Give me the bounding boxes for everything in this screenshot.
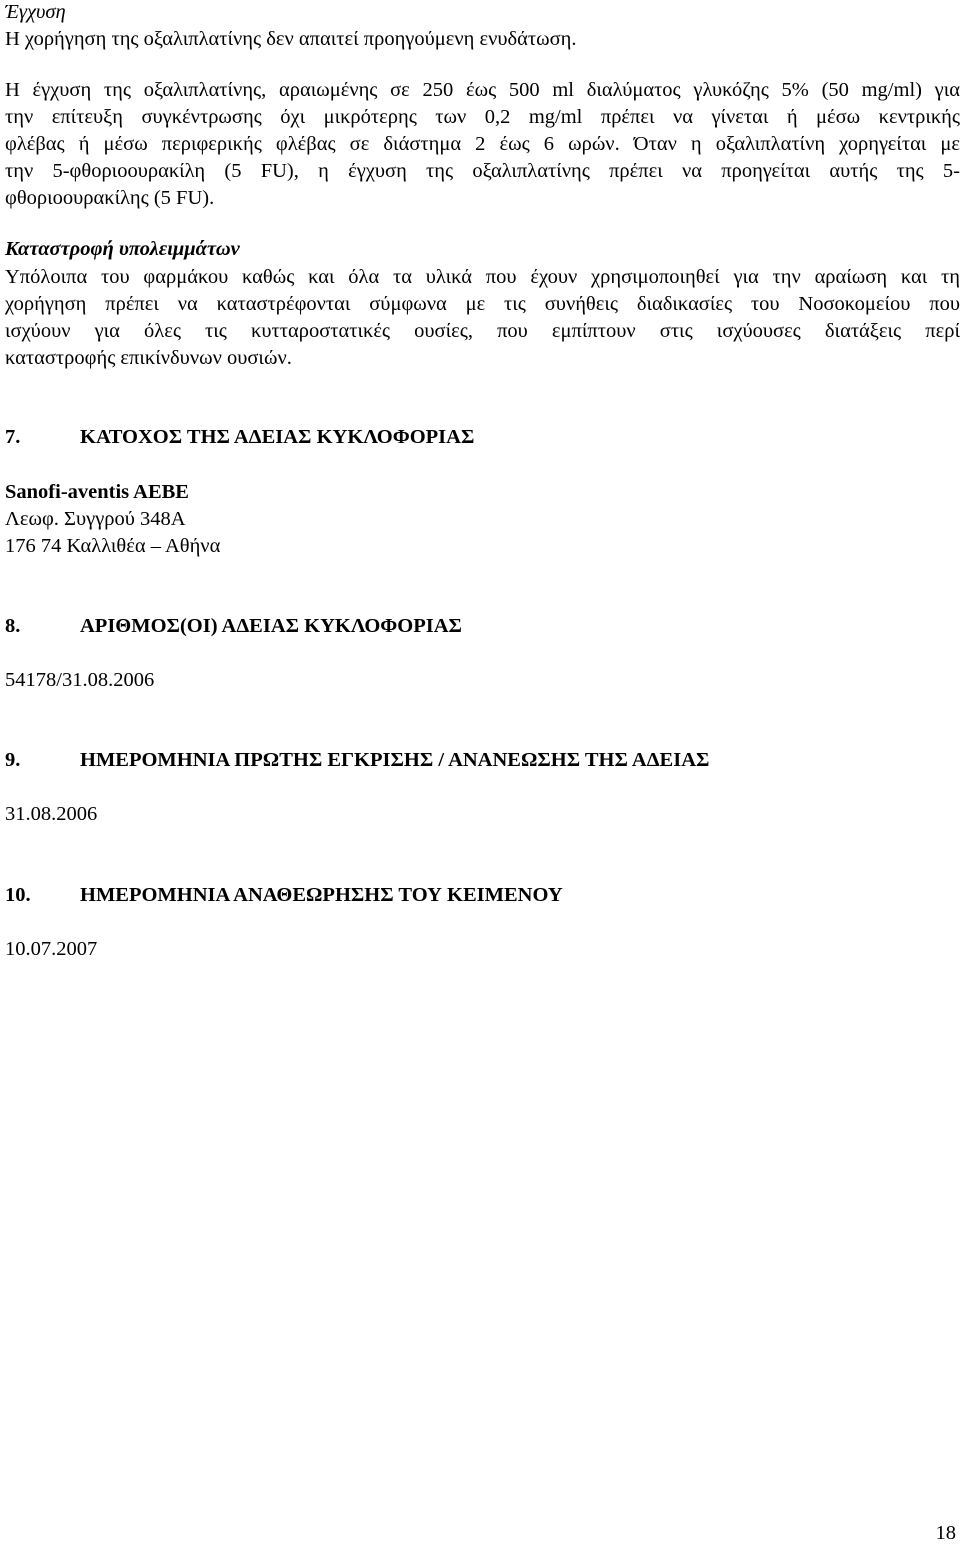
hydration-note: Η χορήγηση της οξαλιπλατίνης δεν απαιτεί προηγούμενη ενυδάτωση.: [5, 28, 577, 50]
first-authorisation-date: 31.08.2006: [5, 803, 98, 825]
section-number: 7.: [5, 426, 21, 448]
paragraph-line: καταστροφής επικίνδυνων ουσιών.: [5, 347, 292, 369]
section-marketing-holder: [5, 424, 960, 451]
section-title: ΗΜΕΡΟΜΗΝΙΑ ΑΝΑΘΕΩΡΗΣΗΣ ΤΟΥ ΚΕΙΜΕΝΟΥ: [80, 884, 563, 906]
section-heading: [5, 882, 960, 909]
section-title: ΚΑΤΟΧΟΣ ΤΗΣ ΑΔΕΙΑΣ ΚΥΚΛΟΦΟΡΙΑΣ: [80, 426, 475, 448]
paragraph-line: φθοριοουρακίλης (5 FU).: [5, 187, 215, 209]
company-name: Sanofi-aventis AEBE: [5, 481, 189, 503]
section-title: ΗΜΕΡΟΜΗΝΙΑ ΠΡΩΤΗΣ ΕΓΚΡΙΣΗΣ / ΑΝΑΝΕΩΣΗΣ ΤΗΣ ΑΔΕΙΑΣ: [80, 749, 710, 771]
paragraph-line: Υπόλοιπα του φαρμάκου καθώς και όλα τα υλικά που έχουν χρησιμοποιηθεί για την αραίωση και τη: [5, 266, 960, 288]
infusion-paragraph: [5, 77, 960, 212]
city-address: 176 74 Καλλιθέα – Αθήνα: [5, 535, 221, 557]
revision-date-block: [5, 936, 960, 963]
holder-address: [5, 479, 960, 560]
first-authorisation-date-block: [5, 801, 960, 828]
paragraph-line: χορήγηση πρέπει να καταστρέφονται σύμφωνα με τις συνήθεις διαδικασίες του Νοσοκομείου που: [5, 293, 960, 315]
revision-date: 10.07.2007: [5, 938, 98, 960]
section-title: ΑΡΙΘΜΟΣ(ΟΙ) ΑΔΕΙΑΣ ΚΥΚΛΟΦΟΡΙΑΣ: [80, 615, 462, 637]
section-first-authorisation-date: [5, 747, 960, 774]
section-heading: [5, 424, 960, 451]
disposal-paragraph: [5, 264, 960, 372]
section-number: 9.: [5, 749, 21, 771]
section-heading: [5, 747, 960, 774]
paragraph-line: φλέβας ή μέσω περιφερικής φλέβας σε διάστημα 2 έως 6 ωρών. Όταν η οξαλιπλατίνη χορηγείται με: [5, 133, 960, 155]
street-address: Λεωφ. Συγγρού 348Α: [5, 508, 186, 530]
infusion-section: [5, 0, 960, 53]
paragraph-line: την επίτευξη συγκέντρωσης όχι μικρότερης των 0,2 mg/ml πρέπει να γίνεται ή μέσω κεντρικής: [5, 106, 960, 128]
page-number: 18: [935, 1522, 956, 1544]
section-heading: [5, 613, 960, 640]
authorisation-number-value-block: [5, 667, 960, 694]
paragraph-line: Η έγχυση της οξαλιπλατίνης, αραιωμένης σε 250 έως 500 ml διαλύματος γλυκόζης 5% (50 mg/ml) για: [5, 79, 960, 101]
authorisation-number: 54178/31.08.2006: [5, 669, 155, 691]
disposal-title: Καταστροφή υπολειμμάτων: [5, 238, 240, 260]
section-revision-date: [5, 882, 960, 909]
infusion-title: Έγχυση: [5, 1, 66, 23]
section-authorisation-number: [5, 613, 960, 640]
paragraph-line: ισχύουν για όλες τις κυτταροστατικές ουσίες, που εμπίπτουν στις ισχύουσες διατάξεις περί: [5, 320, 960, 342]
paragraph-line: την 5-φθοριοουρακίλη (5 FU), η έγχυση της οξαλιπλατίνης πρέπει να προηγείται αυτής της 5-: [5, 160, 960, 182]
disposal-section: [5, 236, 960, 263]
section-number: 8.: [5, 615, 21, 637]
section-number: 10.: [5, 884, 31, 906]
